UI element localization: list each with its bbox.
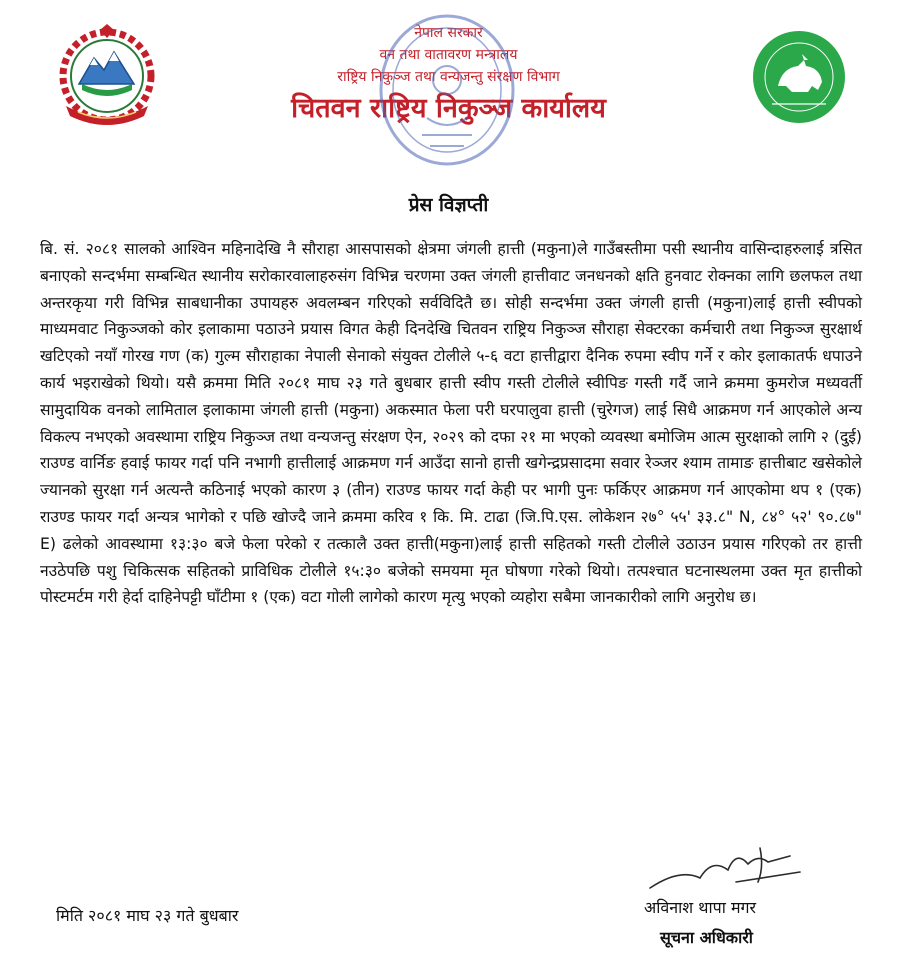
letterhead: [0, 0, 897, 180]
document-title: प्रेस विज्ञप्ती: [408, 194, 489, 216]
office-seal-stamp: [372, 10, 522, 170]
issue-date: मिति २०८१ माघ २३ गते बुधबार: [56, 906, 239, 925]
ministry-name: वन तथा वातावरण मन्त्रालय: [379, 47, 518, 63]
signatory-name: अविनाश थापा मगर: [644, 898, 757, 917]
department-name: राष्ट्रिय निकुञ्ज तथा वन्यजन्तु संरक्षण विभाग: [337, 69, 560, 85]
chitwan-national-park-logo-icon: [752, 30, 846, 124]
government-name: नेपाल सरकार: [414, 25, 483, 41]
office-name: चितवन राष्ट्रिय निकुञ्ज कार्यालय: [291, 93, 606, 124]
press-release-body: बि. सं. २०८१ सालको आश्विन महिनादेखि नै सौराहा आसपासको क्षेत्रमा जंगली हात्ती (मकुना)ले गाउँबस्तीमा पसी स्थानीय वासिन्दाहरुलाई त्रसित बनाएको सन्दर्भमा सम्बन्धित स्थानीय सरोकारवालाहरुसंग विभिन्न चरणमा उक्त जंगली हात्तीवाट जनधनको क्षति हुनवाट रोक्नका लागि छलफल तथा अन्तरकृया गरी विभिन्न साबधानीका उपायहरु अवलम्बन गरिएको सर्वविदितै छ। सोही सन्दर्भमा उक्त जंगली हात्ती (मकुना)लाई हात्ती स्वीपको माध्यमवाट निकुञ्जको कोर इलाकामा पठाउने प्रयास विगत केही दिनदेखि चितवन राष्ट्रिय निकुञ्ज सौराहा सेक्टरका कर्मचारी तथा निकुञ्ज सुरक्षार्थ खटिएको नयाँ गोरख गण (क) गुल्म सौराहाका नेपाली सेनाको संयुक्त टोलीले ५-६ वटा हात्तीद्वारा दैनिक रुपमा स्वीप गर्ने र कोर इलाकातर्फ धपाउने कार्य भइराखेको थियो। यसै क्रममा मिति २०८१ माघ २३ गते बुधबार हात्ती स्वीप गस्ती टोलीले स्वीपिङ गस्ती गर्दै जाने क्रममा कुमरोज मध्यवर्ती सामुदायिक वनको लामिताल इलाकामा जंगली हात्ती (मकुना) अकस्मात फेला परी घरपालुवा हात्ती (चुरेगज) लाई सिधै आक्रमण गर्न आएकोले अन्य विकल्प नभएको अवस्थामा राष्ट्रिय निकुञ्ज तथा वन्यजन्तु संरक्षण ऐन, २०२९ को दफा २१ मा भएको व्यवस्था बमोजिम आत्म सुरक्षाको लागि २ (दुई) राउण्ड वार्निङ हवाई फायर गर्दा पनि नभागी हात्तीलाई आक्रमण गर्न आउँदा सानो हात्ती खगेन्द्रप्रसादमा सवार रेञ्जर श्याम तामाङ हात्तीबाट खसेकोले ज्यानको सुरक्षा गर्न अत्यन्तै कठिनाई भएको कारण ३ (तीन) राउण्ड फायर गर्दा केही पर भागी पुनः फर्किएर आक्रमण गर्न आएकोमा थप १ (एक) राउण्ड फायर गर्दा अन्यत्र भागेको र पछि खोज्दै जाने क्रममा करिव १ कि. मि. टाढा (जि.पि.एस. लोकेशन २७° ५५' ३३.८" N, ८४° ५२' ९०.८७" E) ढलेको आवस्थामा १३:३० बजे फेला परेको र तत्कालै उक्त हात्ती(मकुना)लाई हात्ती सहितको गस्ती टोलीले उठाउन प्रयास गरिएको तर हात्ती नउठेपछि पशु चिकित्सक सहितको प्राविधिक टोलीले १५:३० बजेको समयमा मृत घोषणा गरेको थियो। तत्पश्चात घटनास्थलमा उक्त मृत हात्तीको पोस्टमर्टम गरी हेर्दा दाहिनेपट्टी घाँटीमा १ (एक) वटा गोली लागेको कारण मृत्यु भएको व्यहोरा सबैमा जानकारीको लागि अनुरोध छ।: [40, 240, 862, 607]
signatory-role: सूचना अधिकारी: [660, 928, 753, 947]
handwritten-signature: [640, 838, 810, 900]
